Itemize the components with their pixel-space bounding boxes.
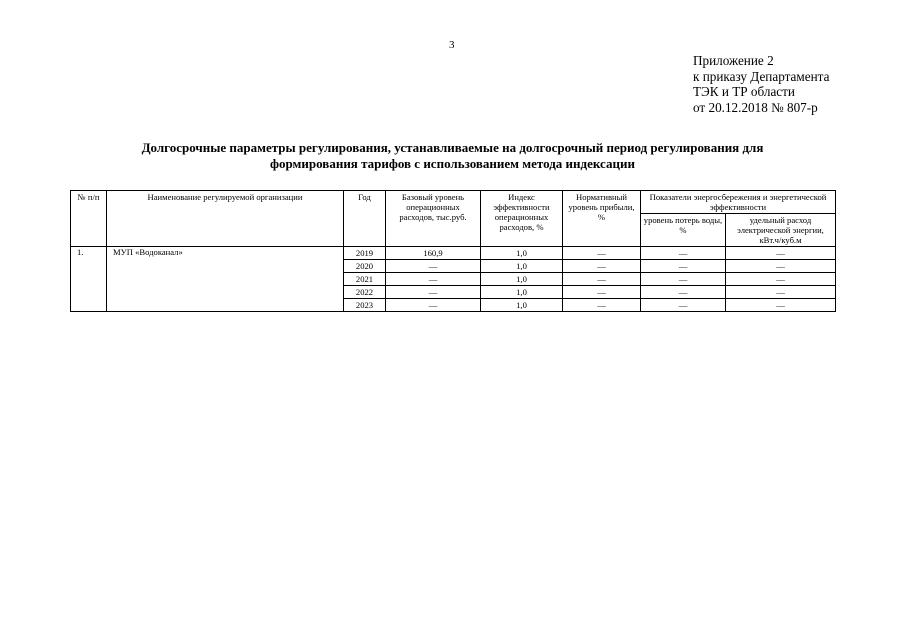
- cell-profit: —: [563, 273, 641, 286]
- cell-year: 2021: [344, 273, 386, 286]
- cell-year: 2022: [344, 286, 386, 299]
- cell-year: 2019: [344, 247, 386, 260]
- table-row: [71, 247, 836, 260]
- header-electricity: удельный расход электрической энергии, кВт.ч/куб.м: [726, 214, 836, 247]
- parameters-table: [70, 190, 836, 312]
- header-number: № п/п: [71, 191, 107, 247]
- cell-profit: —: [563, 260, 641, 273]
- cell-year: 2023: [344, 299, 386, 312]
- cell-index: 1,0: [481, 247, 563, 260]
- cell-electricity: —: [726, 286, 836, 299]
- appendix-line: Приложение 2: [693, 53, 774, 68]
- cell-base: —: [386, 286, 481, 299]
- cell-water-loss: —: [641, 299, 726, 312]
- cell-profit: —: [563, 299, 641, 312]
- cell-water-loss: —: [641, 286, 726, 299]
- document-title: [70, 140, 835, 172]
- header-organization: Наименование регулируемой организации: [107, 191, 344, 247]
- cell-electricity: —: [726, 247, 836, 260]
- cell-water-loss: —: [641, 273, 726, 286]
- cell-base: —: [386, 273, 481, 286]
- header-energy-group: Показатели энергосбережения и энергетической эффективности: [641, 191, 836, 214]
- cell-electricity: —: [726, 260, 836, 273]
- cell-electricity: —: [726, 273, 836, 286]
- cell-water-loss: —: [641, 260, 726, 273]
- row-number: 1.: [71, 247, 107, 312]
- appendix-header: [693, 53, 829, 115]
- title-line: формирования тарифов с использованием метода индексации: [270, 156, 635, 171]
- cell-base: —: [386, 299, 481, 312]
- cell-profit: —: [563, 247, 641, 260]
- header-profit-level: Нормативный уровень прибыли, %: [563, 191, 641, 247]
- cell-index: 1,0: [481, 260, 563, 273]
- cell-index: 1,0: [481, 273, 563, 286]
- appendix-line: ТЭК и ТР области: [693, 84, 795, 99]
- header-water-loss: уровень потерь воды, %: [641, 214, 726, 247]
- cell-base: 160,9: [386, 247, 481, 260]
- page-number: 3: [449, 39, 455, 51]
- appendix-line: от 20.12.2018 № 807-р: [693, 99, 818, 115]
- title-line: Долгосрочные параметры регулирования, устанавливаемые на долгосрочный период регулирования для: [141, 140, 764, 155]
- cell-year: 2020: [344, 260, 386, 273]
- cell-water-loss: —: [641, 247, 726, 260]
- header-efficiency-index: Индекс эффективности операционных расходов, %: [481, 191, 563, 247]
- cell-index: 1,0: [481, 286, 563, 299]
- cell-base: —: [386, 260, 481, 273]
- organization-name: МУП «Водоканал»: [107, 247, 344, 312]
- cell-profit: —: [563, 286, 641, 299]
- appendix-line: к приказу Департамента: [693, 68, 830, 84]
- header-base-expenses: Базовый уровень операционных расходов, тыс.руб.: [386, 191, 481, 247]
- cell-index: 1,0: [481, 299, 563, 312]
- header-year: Год: [344, 191, 386, 247]
- cell-electricity: —: [726, 299, 836, 312]
